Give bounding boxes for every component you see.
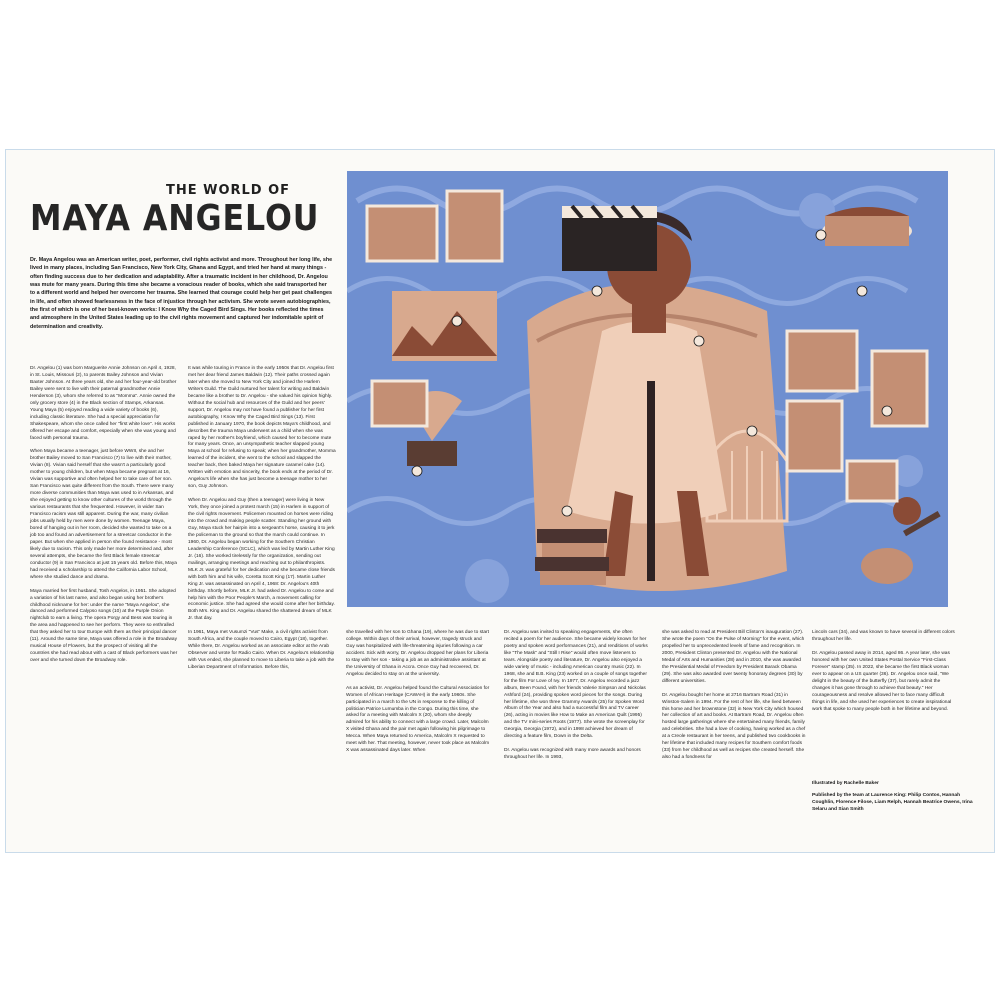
body-paragraph: When Maya became a teenager, just before WWII, she and her brother Bailey moved to San Francisco (7) to live with their mother, Vivian (8). Vivian said herself that she wasn't a particularly good mother to young children, but when Maya became pregnant at 16, Vivian was supportive and often helped her to take care of her son. San Francisco was quite different from the South. There were many more diverse communities than Maya was used to in Arkansas, and she enjoyed getting to know other cultures of the world through the various restaurants that she frequented. However, in wider San Francisco racism was still apparent. During the war, many civilian jobs usually held by men were done by women. Teenage Maya, bored of hanging out in her room, decided she wanted to take on a job too and found an advertisement for a streetcar conductor in the paper. But when she applied in person she found resistance - most likely due to racism. This only made her more determined and, after several attempts, she became the first Black female streetcar conductor (9) in San Francisco at just 15 years old. Before this, Maya had received a scholarship to attend the California Labor School, where she studied dance and drama. (30, 449, 177, 580)
text-column-6 (812, 630, 956, 720)
poster-kicker: THE WORLD OF (165, 183, 291, 198)
body-paragraph: When Dr. Angelou and Guy (then a teenager) were living in New York, they once joined a protest march (15) in Harlem in support of the civil rights movement. Policemen mounted on horses were riding into the crowd and making people scatter. Standing her ground with Guy, Maya stuck her hairpin into a sergeant's horse, causing it to jerk the policeman to the ground so that the march could continue. In 1960, Dr. Angelou began working for the Southern Christian Leadership Conference (SCLC), which was led by Martin Luther King Jr. (16). She worked tirelessly for the organization, sending out mailings, arranging meetings and reaching out to philanthropists. MLK Jr. was grateful for her dedication and she became close friends with both him and his wife, Coretta Scott King (17). Martin Luther King Jr. was assassinated on April 4, 1968: Dr. Angelou's 40th birthday. Shortly before, MLK Jr. had asked Dr. Angelou to come and help him with the Poor People's March, a movement calling for economic justice. She had agreed she would come after her birthday. Both Mrs. King and Dr. Angelou shared the shattered dream of MLK Jr. that day. (188, 498, 335, 622)
book-stack (535, 529, 609, 585)
text-column-4 (504, 630, 648, 769)
body-paragraph: Dr. Angelou (1) was born Marguerite Annie Johnson on April 4, 1928, in St. Louis, Missouri (2), to parents Bailey Johnson and Vivian Baxter Johnson. At three years old, she and her four-year-old brother Bailey were sent to live with their paternal grandmother Annie Henderson (3), whom she referred to as "Momma". Annie owned the only grocery store (4) in the Black section of Stamps, Arkansas. Young Maya (5) enjoyed reading a wide variety of books (6), including classic literature. She had a special appreciation for Shakespeare, whom she once called her "first white love". His works offered her escape and comfort, especially when she was young and faced with personal trauma. (30, 366, 177, 441)
body-paragraph: It was while touring in France in the early 1950s that Dr. Angelou first met her dear friend James Baldwin (12). Their paths crossed again later when she moved to New York City and joined the Harlem Writers Guild. The Guild nurtured her talent for writing and Baldwin became like a brother to Dr. Angelou - she valued his opinion highly. Without the social hub and resources of the Guild and her peers' support, Dr. Angelou may not have found a publisher for her first autobiography, I Know Why the Caged Bird Sings (13). First published in January 1970, the book depicts Maya's childhood, and describes the trauma Maya underwent as a child when she was raped by her mother's boyfriend, which caused her to become mute for many years. Once, an unsympathetic teacher slapped young Maya at school for refusing to speak; when her grandmother, Momma learned of the incident, she went to the school and slapped the teacher back, then baked Maya her signature caramel cake (14). Written with emotion and sincerity, the book ends at the period of Dr. Angelou's life when she has just become a teenage mother to her son, Guy Johnson. (188, 366, 336, 490)
body-paragraph: Maya married her first husband, Tosh Angelos, in 1951. She adopted a variation of his last name, and also began using her brother's childhood nickname for her: under the name "Maya Angelou", she danced and performed Calypso songs (10) at the Purple Onion nightclub to earn a living. The opera Porgy and Bess was touring in the area and happened to see her perform. They were so enthralled that they asked her to tour Europe with them as their principal dancer (11). Around the same time, Maya was offered a role in the Broadway musical House of Flowers, but the prospect of visiting all the countries she had read about with a cast of Black performers was her over and she turned down the Broadway role. (30, 588, 178, 664)
body-paragraph: she was asked to read at President Bill Clinton's inauguration (27). She wrote the poem "On the Pulse of Morning" for the event, which propelled her to unprecedented levels of fame and recognition. In 2000, President Clinton presented Dr. Angelou with the National Medal of Arts and Humanities (28) and in 2010, she was awarded the Presidential Medal of Freedom by President Barack Obama (29). She was also awarded over twenty honorary degrees (30) by different universities. (662, 630, 805, 684)
san-francisco-sign (392, 291, 497, 361)
illustrator-credit: Illustrated by Rachelle Baker (812, 781, 879, 786)
publisher-credit: Published by the team at Laurence King: Philip Contos, Hannah Coughlin, Florence Filose, Liam Relph, Hannah Beatrice Owens, Irina Selaru and Sian Smith (812, 793, 973, 812)
illustration-svg (347, 171, 948, 607)
intro-paragraph: Dr. Maya Angelou was an American writer, poet, performer, civil rights activist and more. Throughout her long life, she lived in many places, including San Francisco, New York City, Ghana and Egypt, and tried her hand at many things - often finding success due to her dedication and adaptability. After a traumatic incident in her childhood, Dr. Angelou was mute for many years. During this time she became a voracious reader of books, which she said transported her to a different world and helped her overcome her trauma. She learned that courage could help her get past challenges in life, and often showed fearlessness in the face of injustice through her activism. She wrote seven autobiographies, the first of which is one of her best-known works: I Know Why the Caged Bird Sings. Her books reflected the times and atmosphere in the United States leading up to the civil rights movement and captured her indomitable spirit of determination and creativity. (30, 257, 333, 330)
body-paragraph: As an activist, Dr. Angelou helped found the Cultural Association for Women of African Heritage (CAWAH) in the early 1960s. She participated in a march to the UN in response to the killing of politician Patrice Lumumba in the Congo. During this time, she asked for a meeting with Malcolm X (20), whom she deeply admired for his ability to connect with a large crowd. Later, Malcolm X visited Ghana and the pair met again following his pilgrimage to Mecca. When Maya returned to America, Malcolm X requested to meet with her. That meeting, however, never took place as Malcolm X was assassinated days later. When (346, 685, 490, 754)
body-paragraph: Dr. Angelou passed away in 2014, aged 86. A year later, she was honored with her own United States Postal Service "First-Class Forever" stamp (35). In 2022, she became the first Black woman ever to appear on a US quarter (36). Dr. Angelou once said, "We delight in the beauty of the butterfly (37), but rarely admit the changes it has gone through to achieve that beauty." Her courageousness and resolve allowed her to face many difficult things in life, and she used her experiences to create inspirational work that spoke to many people both in her lifetime and beyond. (812, 650, 952, 712)
film-clapperboard (562, 206, 657, 271)
body-paragraph: Dr. Angelou bought her home at 2716 Bartram Road (31) in Winston-Salem in 1994. For the rest of her life, she lived between this home and her brownstone (32) in New York City which housed her collection of art and books. At Bartram Road, Dr. Angelou often hosted large gatherings where she entertained many friends, family and celebrities. She had a love of cooking, having worked as a chef at a Creole restaurant in her teens, and published two cookbooks in her lifetime that included many recipes for Southern comfort foods (33) from her childhood as well as recipes she created herself. She also had a fondness for (662, 692, 806, 761)
body-paragraph: In 1961, Maya met Vusumzi "Vus" Make, a civil rights activist from South Africa, and the couple moved to Cairo, Egypt (18), together. While there, Dr. Angelou worked as an associate editor at the Arab Observer and wrote for Radio Cairo. When Dr. Angelou's relationship with Vus ended, she planned to move to Liberia to take a job with the Liberian Department of Information. Before this, (188, 630, 335, 671)
body-paragraph: Dr. Angelou was invited to speaking engagements, she often recited a poem for her audience. She became widely known for her poetry and spoken word performances (21), and renditions of works like "The Mask" and "Still I Rise" would often move listeners to tears. Alongside poetry and literature, Dr. Angelou also enjoyed a wide variety of music - including American country music (22). In 1968, she and B.B. King (23) worked on a couple of songs together for the film For Love of Ivy. In 1977, Dr. Angelou recorded a jazz album, Been Found, with her friends Valerie Simpson and Nickolas Ashford (24), providing spoken word pieces for the songs. During her lifetime, she won three Grammy Awards (25) for Spoken Word Album of the Year and also had a successful film and TV career (26), acting in movies like How to Make an American Quilt (1995) and the TV mini-series Roots (1977). She wrote the screenplay for Georgia, Georgia (1972), and in 1998 achieved her dream of directing a feature film, Down in the Delta. (504, 630, 648, 740)
illustration-collage (347, 171, 948, 607)
body-paragraph: Lincoln cars (34), and was known to have several in different colors throughout her life. (812, 630, 955, 642)
poster-title: MAYA ANGELOU (30, 198, 320, 239)
text-column-3 (346, 630, 490, 762)
caramel-cake (822, 207, 912, 246)
credits-block (812, 780, 982, 813)
walking-cane (647, 381, 655, 581)
text-column-5 (662, 630, 806, 769)
text-column-2 (188, 366, 336, 679)
body-paragraph: Dr. Angelou was recognized with many more awards and honors throughout her life. In 1993, (504, 748, 641, 761)
body-paragraph: she travelled with her son to Ghana (19), where he was due to start college. Within days of their arrival, however, tragedy struck and Guy was hospitalized with life-threatening injuries following a car accident. Sick with worry, Dr. Angelou dropped her plans for Liberia to stay with her son - taking a job as an administrative assistant at the University of Ghana in Accra. Once Guy had recovered, Dr. Angelou decided to stay on at the university. (346, 630, 489, 677)
text-column-1 (30, 366, 178, 672)
